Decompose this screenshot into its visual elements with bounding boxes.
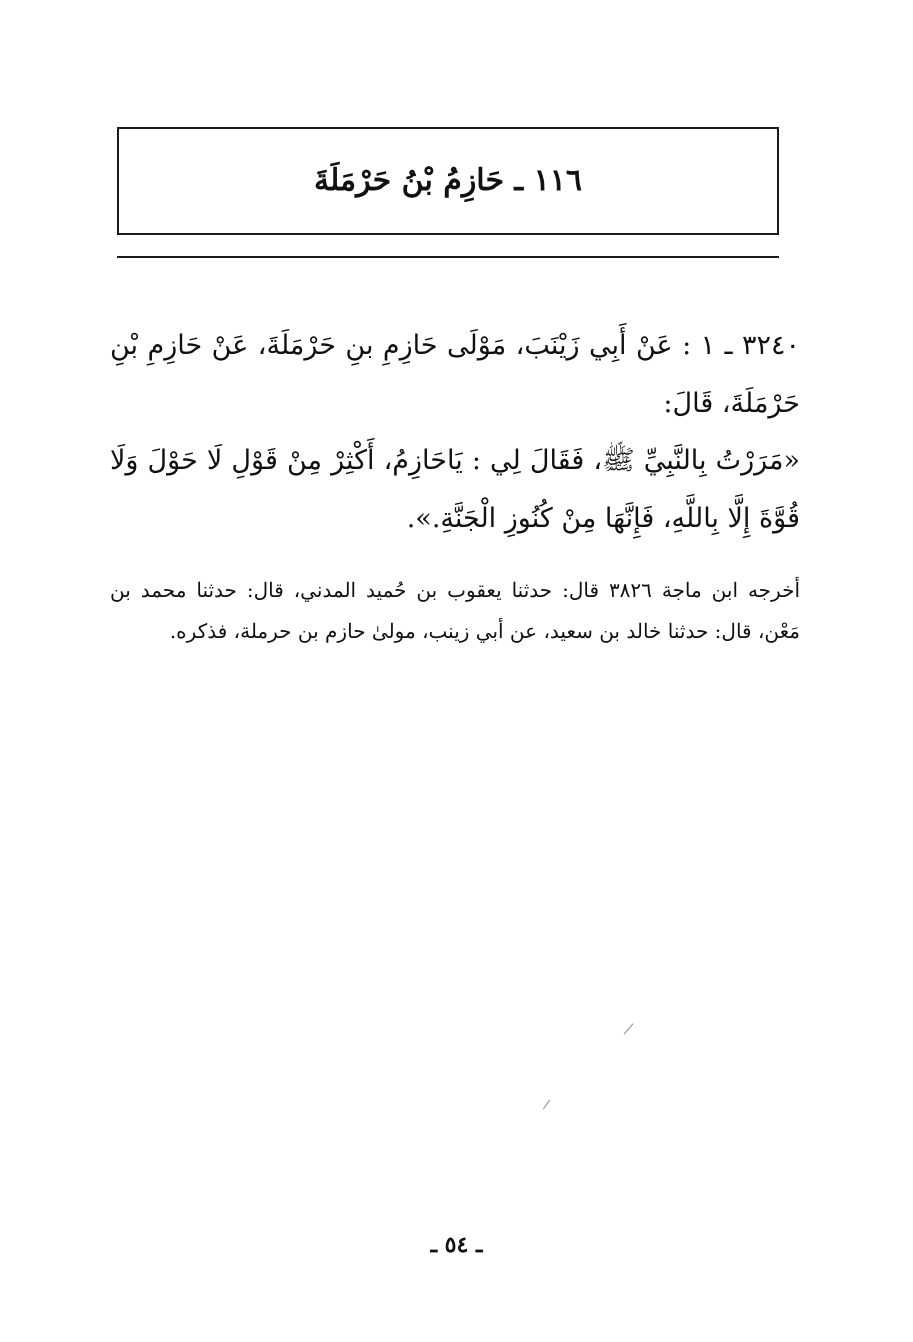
chapter-title-box <box>117 127 779 235</box>
takhrij-note: أخرجه ابن ماجة ٣٨٢٦ قال: حدثنا يعقوب بن حُميد المدني، قال: حدثنا محمد بن مَعْن، قال: حدثنا خالد بن سعيد، عن أبي زينب، مولىٰ حازم بن حرملة، فذكره. <box>110 578 800 643</box>
page-number: ـ ٥٤ ـ <box>430 1232 483 1258</box>
chapter-title: ١١٦ ـ حَازِمُ بْنُ حَرْمَلَةَ <box>313 163 583 198</box>
hadith-matn: «مَرَرْتُ بِالنَّبِيِّ ﷺ، فَقَالَ لِي : يَاحَازِمُ، أَكْثِرْ مِنْ قَوْلِ لَا حَوْلَ وَلَا قُوَّةَ إِلَّا بِاللَّهِ، فَإِنَّهَا مِنْ كُنُوزِ الْجَنَّةِ.». <box>110 445 800 534</box>
hadith-isnad: ٣٢٤٠ ـ ١ : عَنْ أَبِي زَيْنَبَ، مَوْلَى حَازِمِ بنِ حَرْمَلَةَ، عَنْ حَازِمِ بْنِ حَرْمَلَةَ، قَالَ: <box>110 330 800 419</box>
scan-speck <box>624 1023 634 1034</box>
scan-speck <box>543 1100 550 1110</box>
header-divider <box>117 256 779 258</box>
